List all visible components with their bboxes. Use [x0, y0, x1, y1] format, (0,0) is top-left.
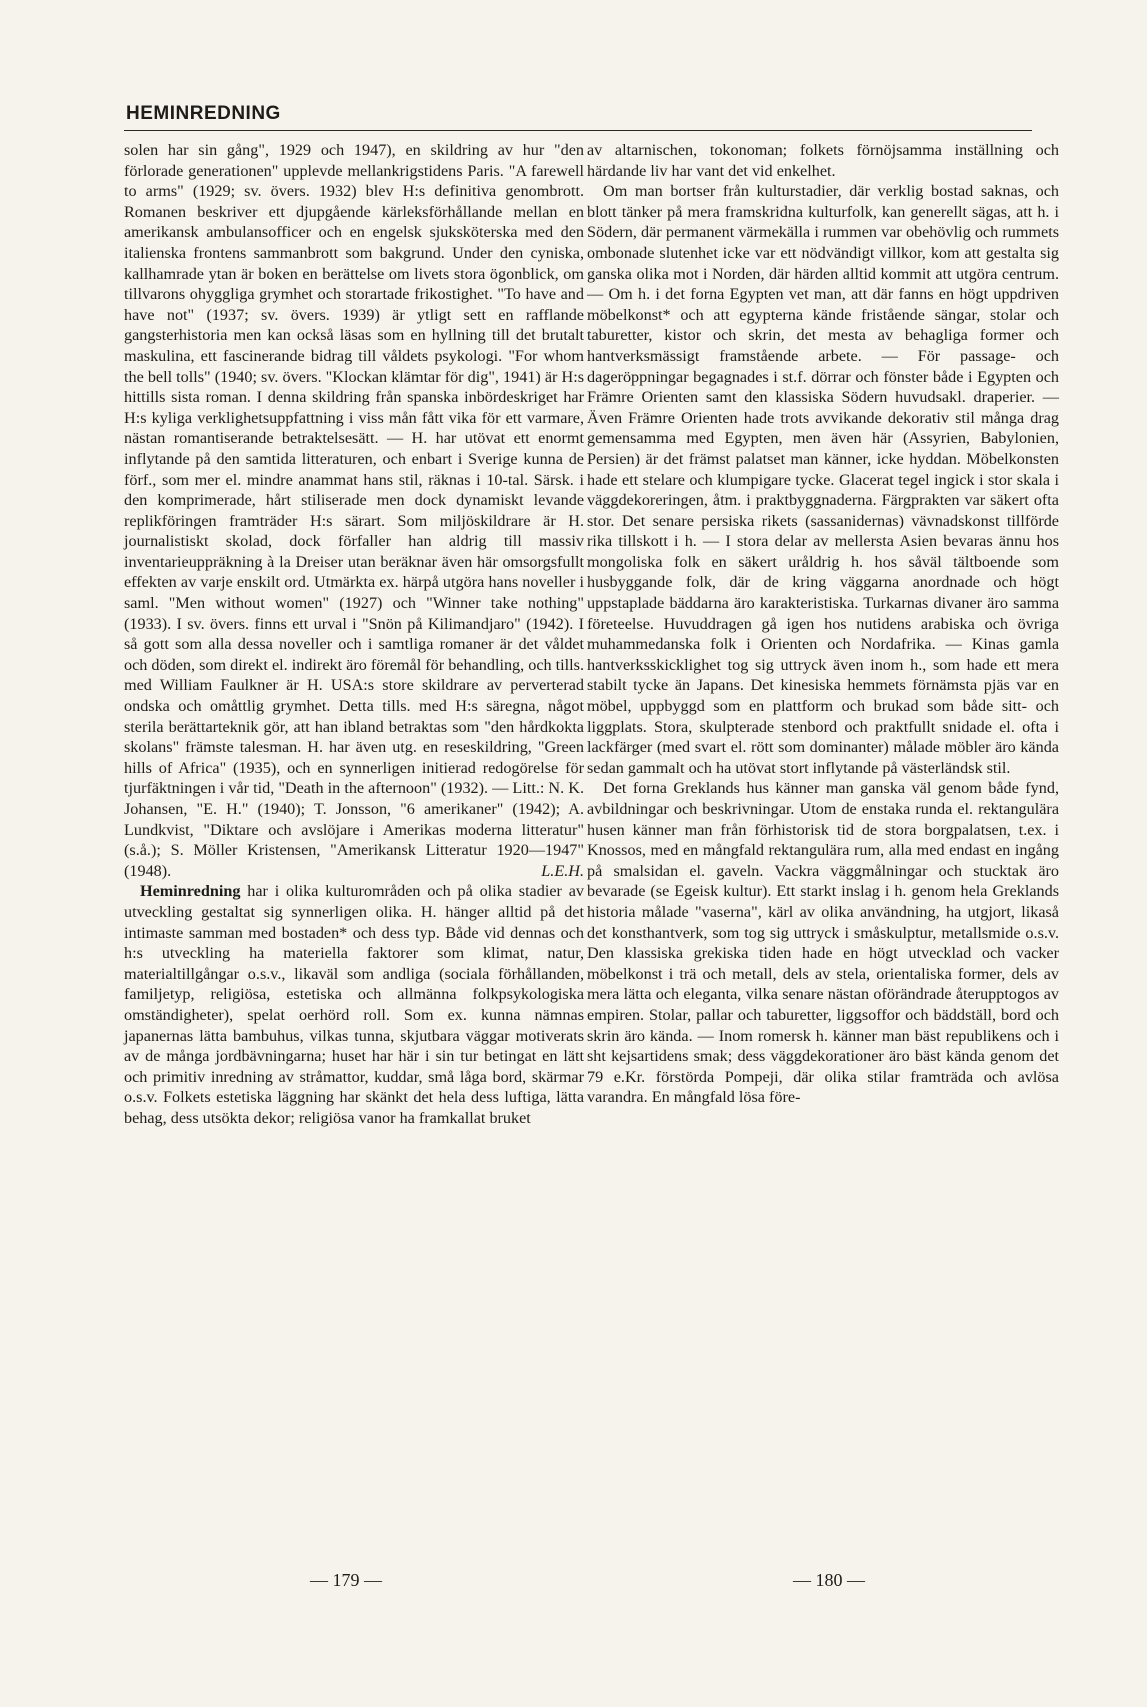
- running-header: HEMINREDNING: [126, 103, 281, 124]
- right-paragraph-3: Det forna Greklands hus känner man ganska väl genom både fynd, avbildningar och beskrivningar. Utom de enstaka runda el. rektangulära husen känner man från förhistorisk tid de stora borgpalatsen, t.ex. i Knossos, med en mångfald rektangulära rum, alla med endast en ingång på smalsidan el. gaveln. Vackra väggmålningar och stucktak äro bevarade (se Egeisk kultur). Ett starkt inslag i h. genom hela Greklands historia målade "vaserna", kärl av olika användning, ha utgjort, likaså det konsthantverk, som tog sig uttryck i småskulptur, metallsmide o.s.v. Den klassiska grekiska tiden hade en högt utvecklad och vacker möbelkonst i trä och metall, dels av stela, orientaliska former, dels av mera lätta och eleganta, vilka senare nästan oförändrade återupptogos av empiren. Stolar, pallar och taburetter, liggsoffor och bäddställ, bord och skrin äro kända. — Inom romersk h. känner man bäst republikens och i sht kejsartidens smak; dess väggdekorationer äro bäst kända genom det 79 e.Kr. förstörda Pompeji, där olika stilar framträda och avlösa varandra. En mångfald lösa före-: [587, 779, 1059, 1107]
- header-rule: [124, 130, 1032, 131]
- author-signature: L.E.H.: [541, 861, 584, 880]
- right-column: [587, 140, 1059, 1108]
- left-column: [124, 140, 584, 1129]
- left-paragraph-2: [124, 881, 584, 1128]
- page-number-left: — 179 —: [310, 1570, 382, 1590]
- left-paragraph-1-text: solen har sin gång", 1929 och 1947), en skildring av hur "den förlorade generationen" upplevde mellankrigstidens Paris. "A farewell to arms" (1929; sv. övers. 1932) blev H:s definitiva genombrott. Romanen beskriver ett djupgående kärleksförhållande mellan en amerikansk ambulansofficer och en engelsk sjuksköterska med den italienska frontens sammanbrott som bakgrund. Under den cyniska, kallhamrade ytan är boken en berättelse om livets stora ögonblick, om tillvarons ohyggliga grymhet och storartade frikostighet. "To have and have not" (1937; sv. övers. 1939) är ytligt sett en rafflande gangsterhistoria men kan också läsas som en hyllning till det brutalt maskulina, ett fascinerande bidrag till våldets psykologi. "For whom the bell tolls" (1940; sv. övers. "Klockan klämtar för dig", 1941) är H:s hittills sista roman. I denna skildring från spanska inbördeskriget har H:s kyliga verklighetsuppfattning i viss mån fått vika för ett varmare, nästan romantiserande betraktelsesätt. — H. har utövat ett enormt inflytande på den samtida litteraturen, och enbart i Sverige kunna de förf., som mer el. mindre anammat hans stil, räknas i 10-tal. Särsk. i den komprimerade, hårt stiliserade men dock dynamiskt levande replikföringen framträder H:s särart. Som miljöskildrare är H. journalistiskt skolad, dock förfaller han aldrig till massiv inventarieuppräkning à la Dreiser utan beräknar även här omsorgsfullt effekten av varje enskilt ord. Utmärkta ex. härpå utgöra hans noveller i saml. "Men without women" (1927) och "Winner take nothing" (1933). I sv. övers. finns ett urval i "Snön på Kilimandjaro" (1942). I så gott som alla dessa noveller och i samtliga romaner är det våldet och döden, som direkt el. indirekt äro föremål för behandling, och tills. med William Faulkner är H. USA:s store skildrare av perverterad ondska och omåttlig grymhet. Detta tills. med H:s säregna, något sterila berättarteknik gör, att han ibland betraktas som "den hårdkokta skolans" främste talesman. H. har även utg. en reseskildring, "Green hills of Africa" (1935), och en synnerligen initierad redogörelse för tjurfäktningen i vår tid, "Death in the afternoon" (1932). — Litt.: N. K. Johansen, "E. H." (1940); T. Jonsson, "6 amerikaner" (1942); A. Lundkvist, "Diktare och avslöjare i Amerikas moderna litteratur" (s.å.); S. Möller Kristensen, "Amerikansk Litteratur 1920—1947" (1948).: [124, 141, 584, 880]
- right-paragraph-1: av altarnischen, tokonoman; folkets förnöjsamma inställning och härdande liv har vant det vid enkelhet.: [587, 141, 1059, 180]
- entry-headword: Heminredning: [140, 882, 241, 901]
- page-number-right: — 180 —: [793, 1570, 865, 1590]
- right-paragraph-2: Om man bortser från kulturstadier, där verklig bostad saknas, och blott tänker på mera framskridna kulturfolk, kan generellt sägas, att h. i Södern, där permanent värmekälla i rummen var obehövlig och rummets ombonade slutenhet icke var ett nödvändigt villkor, kom att gestalta sig ganska olika mot i Norden, där härden alltid kommit att utgöra centrum. — Om h. i det forna Egypten vet man, att där fanns en högt uppdriven möbelkonst* och att egypterna kände fristående sängar, stolar och taburetter, kistor och skrin, det mesta av behagliga former och hantverksmässigt framstående arbete. — För passage- och dageröppningar begagnades i st.f. dörrar och fönster både i Egypten och Främre Orienten samt den klassiska Södern huvudsakl. draperier. — Även Främre Orienten hade trots avvikande dekorativ stil många drag gemensamma med Egypten, men även här (Assyrien, Babylonien, Persien) är det främst palatset man känner, icke hyddan. Möbelkonsten hade ett stelare och klumpigare tycke. Glacerat tegel ingick i stor skala i väggdekoreringen, åtm. i praktbyggnaderna. Färgprakten var säkert ofta stor. Det senare persiska rikets (sassanidernas) vävnadskonst tillförde rika tillskott i h. — I stora delar av mellersta Asien bevaras ännu hos mongoliska folk en säkert uråldrig h. hos såväl tältboende som husbyggande folk, där de kring väggarna anordnade och högt uppstaplade bäddarna äro karakteristiska. Turkarnas divaner äro samma företeelse. Huvuddragen gå igen hos nutidens arabiska och övriga muhammedanska folk i Orienten och Nordafrika. — Kinas gamla hantverksskicklighet tog sig uttryck även inom h., som hade ett mera stabilt tycke än Japans. Det kinesiska hemmets förnämsta pjäs var en möbel, uppbyggd som en plattform och brukad som både sitt- och liggplats. Stora, skulpterade stenbord och praktfullt snidade el. ofta i lackfärger (med svart el. rött som dominanter) målade möbler äro kända sedan gammalt och ha utövat stort inflytande på västerländsk stil.: [587, 182, 1059, 777]
- left-paragraph-2-text: har i olika kulturområden och på olika stadier av utveckling gestaltat sig synnerligen olika. H. hänger alltid på det intimaste samman med bostaden* och dess typ. Både vid dennas och h:s utveckling ha materiella faktorer som klimat, natur, materialtillgångar o.s.v., likaväl som andliga (sociala förhållanden, familjetyp, religiösa, estetiska och allmänna folkpsykologiska omständigheter), spelat oerhörd roll. Som ex. kunna nämnas japanernas lätta bambuhus, vilkas tunna, skjutbara väggar motiverats av de många jordbävningarna; huset har här i sin tur betingat en lätt och primitiv inredning av stråmattor, kuddar, små låga bord, skärmar o.s.v. Folkets estetiska läggning har skänkt det hela dess luftiga, lätta behag, dess utsökta dekor; religiösa vanor ha framkallat bruket: [124, 882, 584, 1127]
- left-paragraph-1: [124, 140, 584, 881]
